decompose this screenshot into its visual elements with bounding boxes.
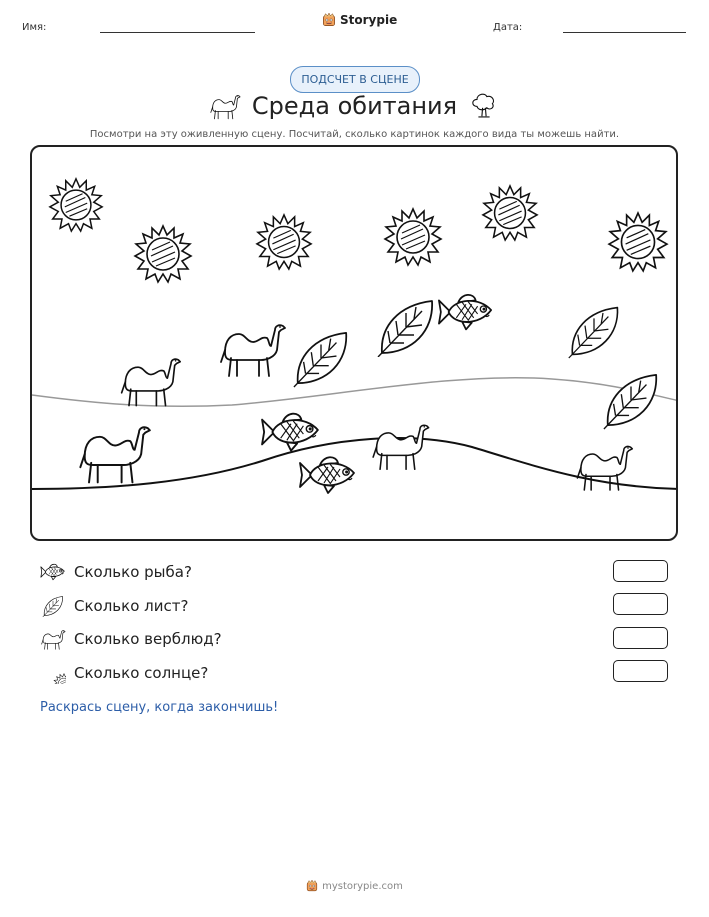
- question-text: Сколько верблюд?: [74, 630, 222, 648]
- camel-icon: [80, 427, 149, 482]
- question-text: Сколько солнце?: [74, 664, 209, 682]
- storypie-logo-icon: [322, 13, 336, 27]
- sun-icon: [135, 226, 191, 282]
- question-text: Сколько лист?: [74, 597, 189, 615]
- leaf-icon: [294, 333, 346, 387]
- scene-illustration: [32, 147, 678, 541]
- coloring-note: Раскрась сцену, когда закончишь!: [40, 700, 279, 715]
- leaf-icon: [40, 595, 66, 617]
- tree-icon: [470, 90, 498, 120]
- storypie-logo-icon: [306, 880, 318, 892]
- name-line[interactable]: [100, 32, 255, 33]
- instructions: Посмотри на эту оживленную сцену. Посчитай, сколько картинок каждого вида ты можешь найти.: [89, 129, 620, 140]
- question-text: Сколько рыба?: [74, 563, 192, 581]
- leaf-icon: [604, 375, 656, 429]
- sun-icon: [483, 186, 537, 240]
- fish-icon: [262, 414, 318, 451]
- footer-site: mystorypie.com: [322, 880, 403, 892]
- question-camel: [40, 628, 222, 650]
- sun-icon: [257, 215, 311, 269]
- answer-box-leaf[interactable]: [613, 593, 668, 615]
- activity-badge: ПОДСЧЕТ В СЦЕНЕ: [290, 66, 420, 93]
- question-sun: [40, 662, 208, 684]
- camel-icon: [373, 425, 428, 469]
- camel-icon: [122, 359, 181, 405]
- leaf-icon: [378, 301, 432, 357]
- fish-icon: [40, 563, 66, 581]
- sun-icon: [609, 213, 667, 271]
- question-leaf: [40, 595, 188, 617]
- leaf-icon: [569, 308, 618, 358]
- camel-icon: [221, 325, 285, 376]
- page-title: Среда обитания: [251, 92, 458, 120]
- counting-scene: [30, 145, 678, 541]
- question-fish: [40, 561, 192, 583]
- brand-name: Storypie: [340, 13, 398, 27]
- camel-icon: [40, 628, 66, 650]
- fish-icon: [300, 457, 354, 493]
- answer-box-sun[interactable]: [613, 660, 668, 682]
- footer: [0, 880, 709, 892]
- sun-icon: [40, 662, 66, 684]
- date-line[interactable]: [563, 32, 686, 33]
- brand-logo: [322, 13, 397, 27]
- date-label: Дата:: [493, 22, 523, 33]
- answer-box-camel[interactable]: [613, 627, 668, 649]
- answer-box-fish[interactable]: [613, 560, 668, 582]
- name-label: Имя:: [22, 22, 47, 33]
- sun-icon: [385, 209, 441, 265]
- camel-icon: [577, 446, 632, 490]
- sun-icon: [50, 179, 102, 231]
- fish-icon: [439, 295, 491, 330]
